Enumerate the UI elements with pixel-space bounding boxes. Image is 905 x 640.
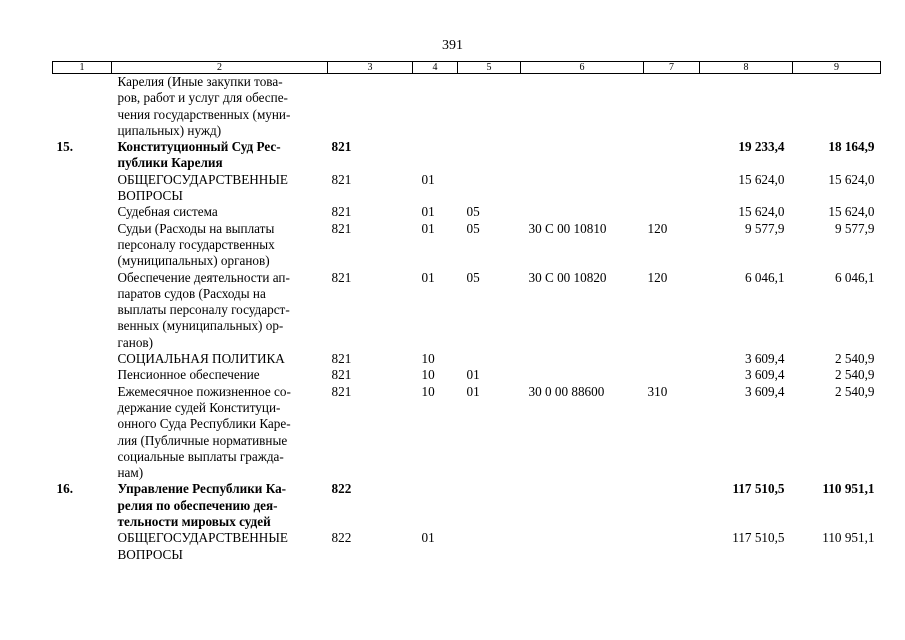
target-item-code: 30 С 00 10810 xyxy=(528,220,607,236)
subsection-code xyxy=(458,530,521,563)
section-code xyxy=(413,139,458,172)
table-row xyxy=(53,530,881,563)
expense-type-code xyxy=(644,204,700,220)
subsection-code: 05 xyxy=(466,220,480,236)
row-number: 16. xyxy=(56,481,73,497)
table-row xyxy=(53,172,881,205)
admin-code: 821 xyxy=(331,171,352,187)
header-cell: 8 xyxy=(700,62,793,74)
row-name xyxy=(112,139,328,172)
amount-col-8: 9 577,9 xyxy=(744,220,785,236)
row-name-line: лия (Публичные нормативные xyxy=(117,432,288,448)
expense-type-code: 120 xyxy=(647,269,668,285)
target-item-code: 30 С 00 10820 xyxy=(528,269,607,285)
section-code xyxy=(413,481,458,530)
section-code: 10 xyxy=(421,383,435,399)
admin-code: 821 xyxy=(331,220,352,236)
row-name-line: держание судей Конституци- xyxy=(117,399,281,415)
admin-code: 821 xyxy=(331,269,352,285)
table-row xyxy=(53,384,881,482)
admin-code: 822 xyxy=(331,530,352,546)
admin-code: 821 xyxy=(331,383,352,399)
row-name-line: чения государственных (муни- xyxy=(117,106,291,122)
amount-col-8: 3 609,4 xyxy=(744,383,785,399)
expense-type-code xyxy=(644,481,700,530)
admin-code: 821 xyxy=(331,351,352,367)
amount-col-8: 117 510,5 xyxy=(732,481,785,497)
row-name xyxy=(112,172,328,205)
row-name-line: Управление Республики Ка- xyxy=(117,481,287,497)
row-name-line: паратов судов (Расходы на xyxy=(117,285,266,301)
amount-col-9: 18 164,9 xyxy=(828,139,875,155)
row-name-line: Пенсионное обеспечение xyxy=(117,367,260,383)
amount-col-8: 6 046,1 xyxy=(744,269,785,285)
amount-col-8: 19 233,4 xyxy=(738,139,785,155)
page-number: 391 xyxy=(442,38,463,53)
subsection-code: 01 xyxy=(466,367,480,383)
amount-col-8: 117 510,5 xyxy=(732,530,785,546)
row-name-line: Ежемесячное пожизненное со- xyxy=(117,383,291,399)
row-number xyxy=(53,270,112,351)
table-row xyxy=(53,139,881,172)
expense-type-code xyxy=(644,74,700,140)
target-item-code xyxy=(521,139,644,172)
expense-type-code xyxy=(644,139,700,172)
section-code: 01 xyxy=(421,204,435,220)
table-row xyxy=(53,481,881,530)
admin-code xyxy=(328,74,413,140)
expense-type-code: 310 xyxy=(647,383,668,399)
row-name-line: Карелия (Иные закупки това- xyxy=(117,74,283,89)
row-name xyxy=(112,204,328,220)
row-number xyxy=(53,74,112,140)
amount-col-9: 2 540,9 xyxy=(834,351,875,367)
amount-col-9: 6 046,1 xyxy=(834,269,875,285)
expense-type-code xyxy=(644,172,700,205)
header-cell: 1 xyxy=(53,62,112,74)
header-cell: 7 xyxy=(644,62,700,74)
row-number xyxy=(53,351,112,367)
admin-code: 822 xyxy=(331,481,352,497)
row-name xyxy=(112,481,328,530)
row-name-line: ОБЩЕГОСУДАРСТВЕННЫЕ xyxy=(117,171,288,187)
admin-code: 821 xyxy=(331,367,352,383)
row-name-line: ВОПРОСЫ xyxy=(117,188,183,204)
amount-col-8 xyxy=(700,74,793,140)
target-item-code xyxy=(521,74,644,140)
amount-col-9 xyxy=(793,74,881,140)
row-name-line: онного Суда Республики Каре- xyxy=(117,416,291,432)
target-item-code: 30 0 00 88600 xyxy=(528,383,605,399)
subsection-code xyxy=(458,139,521,172)
target-item-code xyxy=(521,172,644,205)
admin-code: 821 xyxy=(331,204,352,220)
expense-type-code xyxy=(644,367,700,383)
table-row xyxy=(53,204,881,220)
target-item-code xyxy=(521,530,644,563)
row-name-line: публики Карелия xyxy=(117,155,223,171)
row-name-line: ганов) xyxy=(117,334,154,350)
row-name-line: ципальных) нужд) xyxy=(117,122,222,138)
row-name-line: Судебная система xyxy=(117,204,218,220)
row-number xyxy=(53,530,112,563)
header-cell: 6 xyxy=(521,62,644,74)
budget-table xyxy=(52,61,881,563)
subsection-code: 01 xyxy=(466,383,480,399)
amount-col-8: 3 609,4 xyxy=(744,351,785,367)
subsection-code: 05 xyxy=(466,204,480,220)
row-name-line: тельности мировых судей xyxy=(117,514,271,530)
row-name-line: ОБЩЕГОСУДАРСТВЕННЫЕ xyxy=(117,530,288,546)
row-name-line: выплаты персоналу государст- xyxy=(117,302,290,318)
section-code: 01 xyxy=(421,220,435,236)
amount-col-9: 9 577,9 xyxy=(834,220,875,236)
row-name-line: Конституционный Суд Рес- xyxy=(117,139,281,155)
row-name-line: ВОПРОСЫ xyxy=(117,546,183,562)
section-code: 01 xyxy=(421,171,435,187)
row-name-line: (муниципальных) органов) xyxy=(117,253,270,269)
table-row xyxy=(53,74,881,140)
subsection-code xyxy=(458,481,521,530)
subsection-code xyxy=(458,172,521,205)
row-name xyxy=(112,530,328,563)
amount-col-9: 15 624,0 xyxy=(828,171,875,187)
amount-col-9: 15 624,0 xyxy=(828,204,875,220)
row-number: 15. xyxy=(56,139,73,155)
subsection-code xyxy=(458,351,521,367)
row-name xyxy=(112,384,328,482)
section-code: 01 xyxy=(421,269,435,285)
column-number-header xyxy=(53,62,881,74)
amount-col-9: 2 540,9 xyxy=(834,367,875,383)
table-row xyxy=(53,270,881,351)
header-cell: 9 xyxy=(793,62,881,74)
table-body xyxy=(53,74,881,563)
amount-col-9: 110 951,1 xyxy=(822,530,875,546)
row-name xyxy=(112,351,328,367)
row-name xyxy=(112,74,328,140)
row-name-line: СОЦИАЛЬНАЯ ПОЛИТИКА xyxy=(117,351,285,367)
row-name xyxy=(112,270,328,351)
row-name-line: персоналу государственных xyxy=(117,236,275,252)
section-code: 10 xyxy=(421,351,435,367)
expense-type-code: 120 xyxy=(647,220,668,236)
table-row xyxy=(53,351,881,367)
amount-col-8: 15 624,0 xyxy=(738,171,785,187)
expense-type-code xyxy=(644,351,700,367)
target-item-code xyxy=(521,351,644,367)
row-name-line: Судьи (Расходы на выплаты xyxy=(117,220,275,236)
header-cell: 4 xyxy=(413,62,458,74)
row-name-line: социальные выплаты гражда- xyxy=(117,448,284,464)
row-name xyxy=(112,221,328,270)
expense-type-code xyxy=(644,530,700,563)
row-name-line: венных (муниципальных) ор- xyxy=(117,318,284,334)
row-name xyxy=(112,367,328,383)
subsection-code: 05 xyxy=(466,269,480,285)
row-number xyxy=(53,221,112,270)
section-code xyxy=(413,74,458,140)
section-code: 01 xyxy=(421,530,435,546)
row-number xyxy=(53,172,112,205)
target-item-code xyxy=(521,481,644,530)
row-name-line: релия по обеспечению дея- xyxy=(117,497,278,513)
subsection-code xyxy=(458,74,521,140)
header-cell: 2 xyxy=(112,62,328,74)
row-name-line: Обеспечение деятельности ап- xyxy=(117,269,290,285)
row-number xyxy=(53,204,112,220)
row-name-line: ров, работ и услуг для обеспе- xyxy=(117,90,288,106)
row-name-line: нам) xyxy=(117,465,144,481)
amount-col-8: 15 624,0 xyxy=(738,204,785,220)
amount-col-9: 2 540,9 xyxy=(834,383,875,399)
row-number xyxy=(53,367,112,383)
admin-code: 821 xyxy=(331,139,352,155)
amount-col-9: 110 951,1 xyxy=(822,481,875,497)
header-cell: 3 xyxy=(328,62,413,74)
row-number xyxy=(53,384,112,482)
target-item-code xyxy=(521,367,644,383)
table-row xyxy=(53,367,881,383)
table-row xyxy=(53,221,881,270)
header-cell: 5 xyxy=(458,62,521,74)
amount-col-8: 3 609,4 xyxy=(744,367,785,383)
section-code: 10 xyxy=(421,367,435,383)
target-item-code xyxy=(521,204,644,220)
